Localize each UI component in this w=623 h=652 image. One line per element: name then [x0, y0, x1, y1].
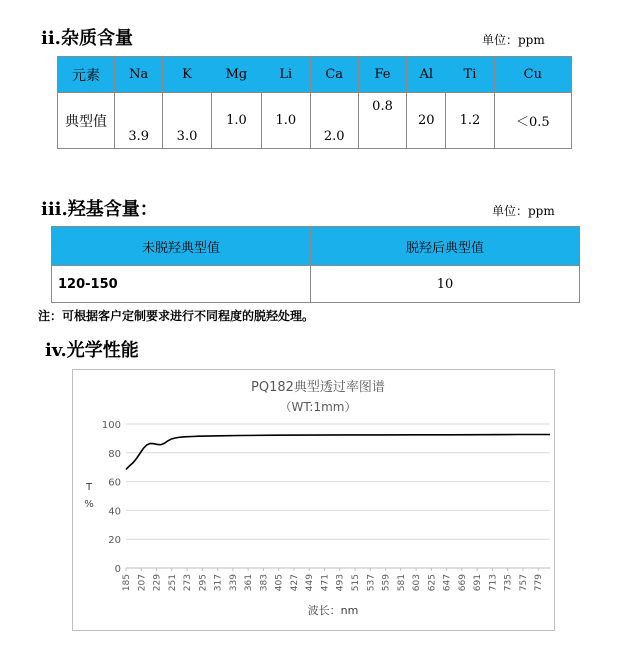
x-tick-label: 317 [213, 574, 224, 592]
impurity-table [57, 56, 572, 149]
x-tick-label: 449 [305, 574, 316, 592]
impurity-header-cell: Cu [494, 57, 571, 93]
hydroxyl-table [51, 226, 580, 303]
chart-series-line [126, 435, 550, 470]
impurity-table-value-row [58, 93, 572, 149]
impurity-value-cell: 1.0 [262, 93, 310, 149]
y-axis-label-line: T [85, 482, 93, 493]
hydroxyl-table-header-row [52, 227, 580, 266]
impurity-header-cell: Ti [446, 57, 494, 93]
x-tick-label: 295 [198, 574, 209, 592]
impurity-value-cell: ＜0.5 [494, 93, 571, 149]
x-tick-label: 383 [259, 574, 270, 592]
x-tick-label: 757 [518, 574, 529, 592]
hydroxyl-value-cell: 120-150 [52, 266, 311, 303]
x-tick-label: 361 [244, 574, 255, 592]
chart-gridlines [126, 424, 550, 568]
x-tick-label: 405 [274, 574, 285, 592]
impurity-value-cell: 1.2 [446, 93, 494, 149]
hydroxyl-header-cell: 脱羟后典型值 [311, 227, 580, 266]
x-tick-label: 273 [183, 574, 194, 592]
x-tick-label: 229 [152, 574, 163, 592]
x-tick-label: 427 [289, 574, 300, 592]
x-tick-label: 207 [137, 574, 148, 592]
impurity-header-cell: Li [262, 57, 310, 93]
x-tick-label: 559 [381, 574, 392, 592]
chart-y-ticks [102, 420, 121, 575]
x-tick-label: 691 [473, 574, 484, 592]
section-iii-unit: 单位：ppm [492, 204, 555, 218]
y-tick-label: 100 [101, 420, 121, 431]
impurity-value-cell: 1.0 [211, 93, 261, 149]
impurity-header-cell: 元素 [58, 57, 115, 93]
impurity-row-label: 典型值 [58, 93, 115, 149]
x-tick-label: 735 [503, 574, 514, 592]
x-tick-label: 493 [335, 574, 346, 592]
chart-x-ticks [122, 568, 544, 591]
x-tick-label: 251 [167, 574, 178, 592]
impurity-value-cell: 3.9 [115, 93, 163, 149]
x-tick-label: 581 [396, 574, 407, 592]
x-tick-label: 625 [427, 574, 438, 592]
impurity-value-cell: 20 [407, 93, 446, 149]
impurity-value-cell: 3.0 [163, 93, 211, 149]
chart-title: PQ182典型透过率图谱 [251, 380, 385, 395]
chart-svg [73, 370, 554, 630]
impurity-header-cell: Ca [310, 57, 358, 93]
impurity-header-cell: Mg [211, 57, 261, 93]
hydroxyl-table-value-row [52, 266, 580, 303]
section-iv-title: iv.光学性能 [45, 340, 139, 361]
y-tick-label: 40 [108, 506, 121, 518]
hydroxyl-value-cell: 10 [311, 266, 580, 303]
section-ii-unit: 单位：ppm [482, 33, 545, 47]
x-tick-label: 647 [442, 574, 453, 592]
y-tick-label: 0 [114, 564, 121, 575]
x-tick-label: 603 [412, 574, 423, 592]
hydroxyl-header-cell: 未脱羟典型值 [52, 227, 311, 266]
chart-x-axis-label: 波长：nm [307, 604, 359, 617]
section-iii-title: iii.羟基含量： [41, 199, 158, 220]
impurity-header-cell: Al [407, 57, 446, 93]
chart-y-axis-label [84, 482, 94, 510]
chart-subtitle: （WT:1mm） [279, 400, 357, 414]
impurity-header-cell: Fe [358, 57, 406, 93]
y-axis-label-line: % [84, 499, 94, 510]
note-text: 注：可根据客户定制要求进行不同程度的脱羟处理。 [38, 309, 315, 323]
x-tick-label: 713 [488, 574, 499, 592]
x-tick-label: 669 [457, 574, 468, 592]
impurity-value-cell: 2.0 [310, 93, 358, 149]
impurity-table-header-row [58, 57, 572, 93]
x-tick-label: 471 [320, 574, 331, 592]
impurity-header-cell: K [163, 57, 211, 93]
x-tick-label: 515 [351, 574, 362, 592]
y-tick-label: 60 [108, 477, 121, 489]
y-tick-label: 80 [108, 448, 121, 460]
transmittance-chart [72, 369, 555, 631]
x-tick-label: 779 [534, 574, 545, 592]
x-tick-label: 185 [122, 574, 132, 592]
impurity-value-cell: 0.8 [358, 93, 406, 149]
x-tick-label: 537 [366, 574, 377, 592]
y-tick-label: 20 [108, 535, 121, 547]
impurity-header-cell: Na [115, 57, 163, 93]
x-tick-label: 339 [228, 574, 239, 592]
section-ii-title: ii.杂质含量 [41, 28, 133, 49]
